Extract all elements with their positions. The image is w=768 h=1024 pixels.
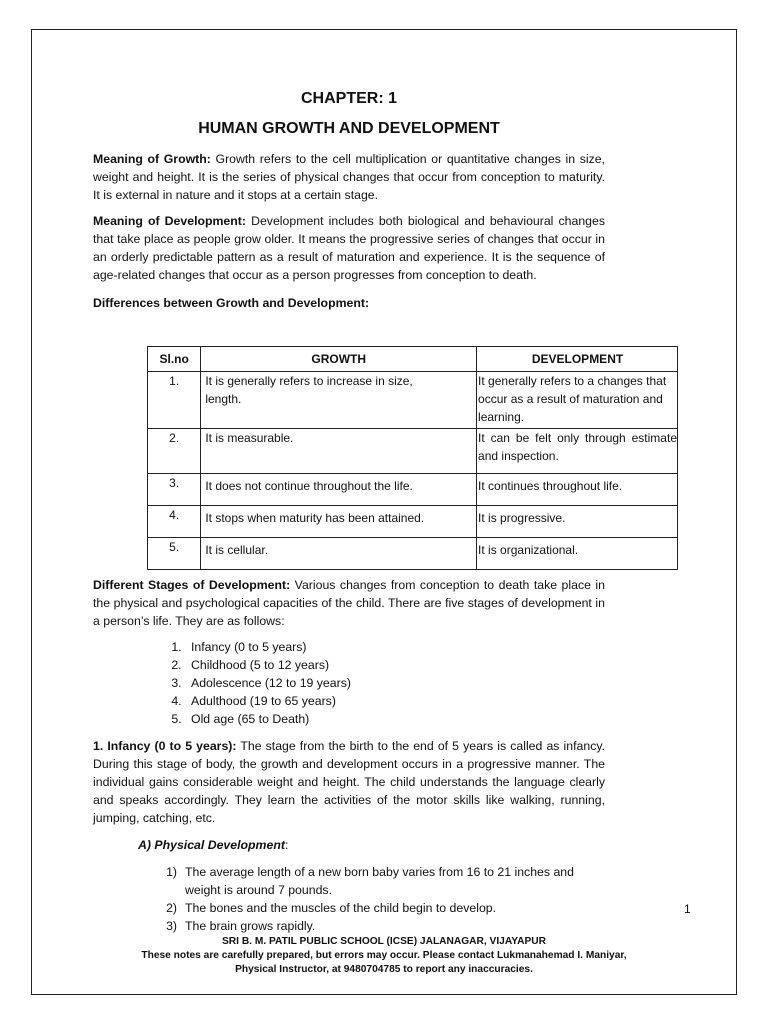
footer-school-name: SRI B. M. PATIL PUBLIC SCHOOL (ICSE) JALANAGAR, VIJAYAPUR [222,936,546,947]
cell-development: It is organizational. [477,538,678,570]
cell-development: It is progressive. [477,506,678,538]
cell-slno: 2. [148,429,201,474]
list-item [93,917,605,935]
cell-growth: It is generally refers to increase in size, length. [201,372,477,429]
document-body [93,88,605,312]
cell-development: It can be felt only through estimate and inspection. [477,429,678,474]
list-item: 2. Childhood (5 to 12 years) [185,656,605,674]
cell-growth: It stops when maturity has been attained. [201,506,477,538]
differences-heading: Differences between Growth and Development: [93,296,370,310]
development-paragraph [93,212,605,284]
table-row [148,372,678,429]
table-row [148,538,678,570]
development-text: Development includes both biological and behavioural changes that take place as people grow older. It means the progressive series of changes that occur in an orderly predictable pattern as a result of maturation and experience. It is the sequence of age-related changes that occur as a person progresses from conception to death. [93,214,606,282]
table-row [148,474,678,506]
infancy-label: 1. Infancy (0 to 5 years): [93,739,237,753]
infancy-paragraph [93,737,605,827]
page-footer [93,935,675,977]
cell-growth: It is cellular. [201,538,477,570]
stages-label: Different Stages of Development: [93,578,291,592]
physical-development-list [93,863,605,935]
chapter-heading: CHAPTER: 1 [300,90,397,107]
col-header-development: DEVELOPMENT [477,347,678,372]
col-header-slno: Sl.no [148,347,201,372]
footer-disclaimer: These notes are carefully prepared, but errors may occur. Please contact Lukmanahemad I. Maniyar, [141,950,627,961]
list-item-number: 2) [166,901,177,915]
list-item-text: The average length of a new born baby varies from 16 to 21 inches and weight is around 7 pounds. [185,865,574,897]
stages-text: Various changes from conception to death take place in the physical and psychological capacities of the child. There are five stages of development in a person’s life. They are as follows: [93,578,605,628]
table-header-row [148,347,678,372]
list-item: 4. Adulthood (19 to 65 years) [185,692,605,710]
table-row [148,429,678,474]
col-header-growth: GROWTH [201,347,477,372]
list-item-text: The bones and the muscles of the child begin to develop. [185,901,497,915]
physical-development-heading [138,836,605,854]
list-item [93,899,605,917]
cell-slno: 1. [148,372,201,429]
cell-slno: 4. [148,506,201,538]
growth-text: Growth refers to the cell multiplication or quantitative changes in size, weight and height. It is the series of physical changes that occur from conception to maturity. It is external in nature and it stops at a certain stage. [93,152,605,202]
footer-contact: Physical Instructor, at 9480704785 to report any inaccuracies. [235,964,533,975]
page-number: 1 [684,902,691,916]
physical-heading-text: A) Physical Development [138,838,285,852]
list-item: 1. Infancy (0 to 5 years) [185,638,605,656]
development-label: Meaning of Development: [93,214,246,228]
cell-growth: It does not continue throughout the life. [201,474,477,506]
differences-table [147,346,678,570]
cell-development: It generally refers to a changes that occur as a result of maturation and learning. [477,372,678,429]
list-item [93,863,605,899]
cell-slno: 3. [148,474,201,506]
stages-section [93,576,605,935]
chapter-title: HUMAN GROWTH AND DEVELOPMENT [198,120,500,137]
list-item-number: 1) [166,865,177,879]
physical-heading-colon: : [284,838,289,852]
stages-paragraph [93,576,605,630]
infancy-text: The stage from the birth to the end of 5 years is called as infancy. During this stage of body, the growth and development occurs in a progressive manner. The individual gains considerable weight and height. The child understands the language clearly and speaks accordingly. They learn the activities of the motor skills like walking, running, jumping, catching, etc. [93,739,605,825]
list-item: 3. Adolescence (12 to 19 years) [185,674,605,692]
cell-slno: 5. [148,538,201,570]
list-item: 5. Old age (65 to Death) [185,710,605,728]
growth-label: Meaning of Growth: [93,152,211,166]
list-item-number: 3) [166,919,177,933]
stages-list [93,638,605,728]
growth-paragraph [93,150,605,204]
cell-growth: It is measurable. [201,429,477,474]
cell-development: It continues throughout life. [477,474,678,506]
table-row [148,506,678,538]
list-item-text: The brain grows rapidly. [185,919,316,933]
